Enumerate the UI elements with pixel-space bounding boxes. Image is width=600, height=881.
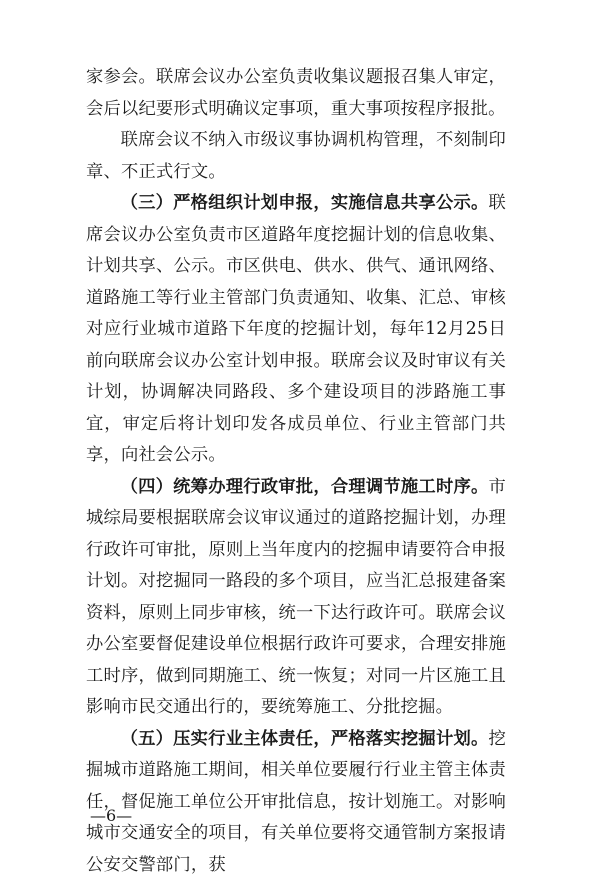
paragraph-2-text: 联席会议不纳入市级议事协调机构管理，不刻制印章、不正式行文。 bbox=[86, 130, 506, 182]
section-3-paragraph bbox=[86, 188, 506, 472]
section-4-text: 市城综局要根据联席会议审议通过的道路挖掘计划，办理行政许可审批，原则上当年度内的挖掘申请要符合申报计划。对挖掘同一路段的多个项目，应当汇总报建备案资料，原则上同步审核，统一下达行政许可。联席会议办公室要督促建设单位根据行政许可要求，合理安排施工时序，做到同期施工、统一恢复；对同一片区施工且影响市民交通出行的，要统筹施工、分批挖掘。 bbox=[86, 477, 506, 718]
section-3-heading: （三）严格组织计划申报，实施信息共享公示。 bbox=[121, 193, 489, 213]
section-5-paragraph bbox=[86, 724, 506, 881]
paragraph-1-text: 家参会。联席会议办公室负责收集议题报召集人审定，会后以纪要形式明确议定事项，重大事项按程序报批。 bbox=[86, 67, 506, 119]
paragraph-1 bbox=[86, 62, 506, 125]
document-body bbox=[86, 62, 506, 881]
section-5-heading: （五）压实行业主体责任，严格落实挖掘计划。 bbox=[121, 729, 489, 749]
section-4-heading: （四）统筹办理行政审批，合理调节施工时序。 bbox=[121, 477, 489, 497]
section-3-text: 联席会议办公室负责市区道路年度挖掘计划的信息收集、计划共享、公示。市区供电、供水、供气、通讯网络、道路施工等行业主管部门负责通知、收集、汇总、审核对应行业城市道路下年度的挖掘计划，每年12月25日前向联席会议办公室计划申报。联席会议及时审议有关计划，协调解决同路段、多个建设项目的涉路施工事宜，审定后将计划印发各成员单位、行业主管部门共享，向社会公示。 bbox=[86, 193, 506, 465]
page-number: —6— bbox=[90, 806, 132, 825]
section-5-text: 挖掘城市道路施工期间，相关单位要履行行业主管主体责任，督促施工单位公开审批信息，按计划施工。对影响城市交通安全的项目，有关单位要将交通管制方案报请公安交警部门，获 bbox=[86, 729, 506, 875]
section-4-paragraph bbox=[86, 472, 506, 724]
paragraph-2 bbox=[86, 125, 506, 188]
